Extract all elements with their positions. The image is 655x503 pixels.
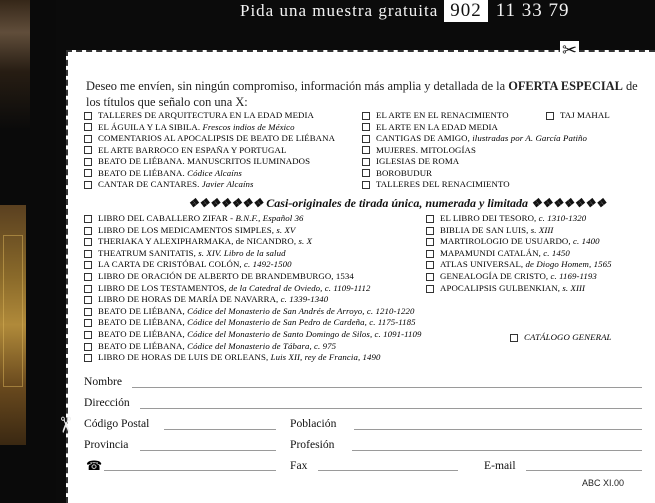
direccion-label: Dirección: [84, 396, 130, 409]
title-subtitle: Frescos indios de México: [202, 121, 295, 132]
checkbox[interactable]: [84, 123, 92, 131]
title-option[interactable]: [84, 168, 242, 178]
checkbox[interactable]: [426, 215, 434, 223]
email-field[interactable]: [526, 470, 642, 471]
title-label: TAJ MAHAL: [560, 110, 610, 120]
title-subtitle: de la Catedral de Oviedo, c. 1109-1112: [228, 282, 371, 293]
title-label: APOCALIPSIS GULBENKIAN,: [440, 282, 561, 293]
nombre-label: Nombre: [84, 375, 122, 388]
scissors-icon: ✂: [562, 40, 578, 60]
title-label: BEATO DE LIÉBANA,: [98, 305, 185, 316]
title-subtitle: s. XIV. Libro de la salud: [198, 247, 286, 258]
header-bar: [240, 0, 576, 22]
title-label: EL ARTE BARROCO EN ESPAÑA Y PORTUGAL: [98, 144, 287, 155]
email-label: E-mail: [484, 459, 516, 472]
title-label: BIBLIA DE SAN LUIS,: [440, 224, 529, 235]
checkbox[interactable]: [510, 334, 518, 342]
decorative-artwork-middle: [0, 205, 26, 445]
title-option[interactable]: [362, 133, 587, 143]
checkbox[interactable]: [84, 331, 92, 339]
catalog-option[interactable]: CATÁLOGO GENERAL: [510, 332, 612, 342]
checkbox[interactable]: [426, 250, 434, 258]
title-option[interactable]: [362, 122, 498, 132]
checkbox[interactable]: [84, 319, 92, 327]
telephone-icon: ☎: [86, 458, 103, 473]
title-label: TALLERES DEL RENACIMIENTO: [376, 179, 510, 189]
checkbox[interactable]: [426, 273, 434, 281]
phone-rest: 11 33 79: [495, 0, 570, 21]
title-option[interactable]: [84, 133, 335, 143]
title-option[interactable]: [546, 110, 610, 120]
checkbox[interactable]: [362, 135, 370, 143]
checkbox[interactable]: [546, 112, 554, 120]
title-label: THEATRUM SANITATIS,: [98, 247, 196, 258]
title-option[interactable]: [84, 122, 295, 132]
checkbox[interactable]: [84, 296, 92, 304]
checkbox[interactable]: [362, 181, 370, 189]
profesion-field[interactable]: [352, 450, 642, 451]
title-option[interactable]: [84, 145, 286, 155]
title-label: EL ÁGUILA Y LA SIBILA.: [98, 121, 201, 132]
title-label: BEATO DE LIÉBANA,: [98, 340, 185, 351]
title-option[interactable]: [84, 248, 286, 258]
title-label: LIBRO DE HORAS DE MARÍA DE NAVARRA,: [98, 294, 279, 305]
title-option[interactable]: [426, 271, 597, 281]
title-label: CANTAR DE CANTARES.: [98, 179, 200, 189]
checkbox[interactable]: [426, 227, 434, 235]
codigo-postal-label: Código Postal: [84, 417, 150, 430]
checkbox[interactable]: [426, 238, 434, 246]
title-option[interactable]: [362, 179, 510, 189]
title-option[interactable]: [426, 283, 585, 293]
title-label: LA CARTA DE CRISTÓBAL COLÓN,: [98, 259, 242, 270]
checkbox[interactable]: [362, 158, 370, 166]
reference-code: ABC XI.00: [582, 478, 625, 488]
phone-prefix: 902: [444, 0, 488, 22]
title-option[interactable]: [362, 145, 476, 155]
telephone-field[interactable]: [104, 470, 276, 471]
title-label: IGLESIAS DE ROMA: [376, 156, 460, 166]
title-label: LIBRO DE LOS TESTAMENTOS,: [98, 282, 227, 293]
title-option[interactable]: [84, 283, 370, 293]
title-option[interactable]: [426, 213, 586, 223]
title-subtitle: c. 1169-1193: [550, 271, 597, 281]
profesion-label: Profesión: [290, 438, 335, 451]
checkbox[interactable]: [84, 181, 92, 189]
title-option[interactable]: [426, 259, 612, 269]
title-subtitle: Códice Alcaíns: [187, 167, 242, 178]
checkbox[interactable]: [84, 285, 92, 293]
poblacion-label: Población: [290, 417, 337, 430]
title-subtitle: c. 1339-1340: [280, 294, 329, 305]
title-subtitle: de Diogo Homem, 1565: [525, 259, 612, 270]
title-label: BEATO DE LIÉBANA.: [98, 167, 185, 178]
title-label: LIBRO DE LOS MEDICAMENTOS SIMPLES,: [98, 224, 275, 235]
title-option[interactable]: [84, 352, 381, 362]
intro-text: Deseo me envíen, sin ningún compromiso, información más amplia y detallada de la OFERTA ESPECIAL de los títulos que señalo con una X:: [86, 79, 638, 109]
title-option[interactable]: [84, 341, 336, 351]
checkbox[interactable]: [84, 112, 92, 120]
title-subtitle: s. XIII: [530, 224, 554, 235]
title-option[interactable]: [84, 329, 422, 339]
title-option[interactable]: [84, 156, 310, 166]
checkbox[interactable]: [84, 343, 92, 351]
title-label: MAPAMUNDI CATALÁN,: [440, 247, 541, 258]
checkbox[interactable]: [84, 354, 92, 362]
fax-field[interactable]: [318, 470, 458, 471]
title-option[interactable]: [426, 225, 553, 235]
provincia-label: Provincia: [84, 438, 129, 451]
title-option[interactable]: [84, 236, 312, 246]
title-subtitle: c. 1310-1320: [538, 213, 587, 223]
title-label: BEATO DE LIÉBANA,: [98, 329, 185, 339]
title-subtitle: s. X: [298, 236, 313, 247]
title-subtitle: s. XIII: [562, 282, 586, 293]
title-label: GENEALOGÍA DE CRISTO,: [440, 271, 549, 281]
header-label: Pida una muestra gratuita: [240, 1, 439, 20]
title-option[interactable]: [84, 317, 416, 327]
checkbox[interactable]: [84, 227, 92, 235]
title-label: TALLERES DE ARQUITECTURA EN LA EDAD MEDIA: [98, 110, 314, 120]
direccion-field[interactable]: [140, 408, 642, 409]
title-label: ATLAS UNIVERSAL,: [440, 259, 524, 270]
title-option[interactable]: [84, 271, 354, 281]
title-label: CANTIGAS DE AMIGO,: [376, 133, 470, 143]
checkbox[interactable]: [84, 261, 92, 269]
title-subtitle: s. XV: [276, 224, 296, 235]
title-subtitle: Códice del Monasterio de Santo Domingo de Silos, c. 1091-1109: [187, 329, 422, 339]
title-subtitle: Luis XII, rey de Francia, 1490: [270, 352, 381, 363]
checkbox[interactable]: [84, 169, 92, 177]
checkbox[interactable]: [84, 250, 92, 258]
title-subtitle: c. 1400: [572, 236, 600, 247]
title-option[interactable]: [84, 294, 328, 304]
decorative-artwork-top: [0, 0, 30, 130]
title-subtitle: Códice del Monasterio de San Andrés de Arroyo, c. 1210-1220: [187, 305, 415, 316]
checkbox[interactable]: [426, 261, 434, 269]
nombre-field[interactable]: [132, 387, 642, 388]
checkbox[interactable]: [84, 238, 92, 246]
title-subtitle: c. 1492-1500: [244, 259, 292, 270]
title-label: LIBRO DE ORACIÓN DE ALBERTO DE BRANDEMBURGO, 1534: [98, 271, 354, 281]
title-option[interactable]: [84, 213, 304, 223]
title-label: EL ARTE EN LA EDAD MEDIA: [376, 121, 498, 132]
title-label: LIBRO DE HORAS DE LUIS DE ORLEANS,: [98, 352, 269, 363]
offer-highlight: OFERTA ESPECIAL: [508, 79, 623, 93]
title-option[interactable]: [84, 306, 414, 316]
title-label: BOROBUDUR: [376, 167, 433, 178]
checkbox[interactable]: [362, 169, 370, 177]
title-option[interactable]: [84, 259, 292, 269]
checkbox[interactable]: [362, 123, 370, 131]
checkbox[interactable]: [362, 146, 370, 154]
provincia-field[interactable]: [140, 450, 276, 451]
title-option[interactable]: [84, 225, 295, 235]
checkbox[interactable]: [84, 215, 92, 223]
checkbox[interactable]: [426, 285, 434, 293]
fax-label: Fax: [290, 459, 308, 472]
title-subtitle: Códice del Monasterio de San Pedro de Cardeña, c. 1175-1185: [187, 317, 416, 328]
title-label: BEATO DE LIÉBANA,: [98, 317, 185, 328]
title-subtitle: Códice del Monasterio de Tábara, c. 975: [187, 340, 337, 351]
title-label: EL ARTE EN EL RENACIMIENTO: [376, 110, 509, 120]
title-subtitle: B.N.F., Español 36: [235, 213, 304, 223]
checkbox[interactable]: [362, 112, 370, 120]
title-subtitle: c. 1450: [543, 247, 570, 258]
poblacion-field[interactable]: [354, 429, 642, 430]
checkbox[interactable]: [84, 146, 92, 154]
checkbox[interactable]: [84, 135, 92, 143]
codigo-postal-field[interactable]: [164, 429, 276, 430]
title-label: THERIAKA Y ALEXIPHARMAKA, de NICANDRO,: [98, 236, 297, 247]
title-option[interactable]: [426, 236, 600, 246]
title-label: BEATO DE LIÉBANA. MANUSCRITOS ILUMINADOS: [98, 156, 311, 166]
left-artwork-strip: [0, 0, 56, 503]
checkbox[interactable]: [84, 273, 92, 281]
limited-edition-heading: ❖❖❖❖❖❖❖ Casi-originales de tirada única, numerada y limitada ❖❖❖❖❖❖❖: [188, 196, 607, 210]
title-subtitle: Javier Alcaíns: [201, 179, 254, 189]
title-label: COMENTARIOS AL APOCALIPSIS DE BEATO DE LIÉBANA: [98, 133, 336, 143]
title-label: MARTIROLOGIO DE USUARDO,: [440, 236, 571, 247]
checkbox[interactable]: [84, 158, 92, 166]
scissors-icon-left: ✂: [53, 415, 79, 435]
checkbox[interactable]: [84, 308, 92, 316]
title-option[interactable]: [362, 110, 509, 120]
phone-number: [444, 0, 575, 22]
order-coupon: [66, 50, 655, 503]
title-label: LIBRO DEL CABALLERO ZIFAR -: [98, 213, 234, 223]
title-option[interactable]: [84, 110, 314, 120]
title-label: MUJERES. MITOLOGÍAS: [376, 144, 476, 155]
title-option[interactable]: [426, 248, 570, 258]
title-option[interactable]: [362, 156, 459, 166]
title-option[interactable]: [84, 179, 254, 189]
title-label: EL LIBRO DEI TESORO,: [440, 213, 537, 223]
title-option[interactable]: [362, 168, 432, 178]
title-subtitle: ilustradas por A. García Patiño: [472, 133, 588, 143]
